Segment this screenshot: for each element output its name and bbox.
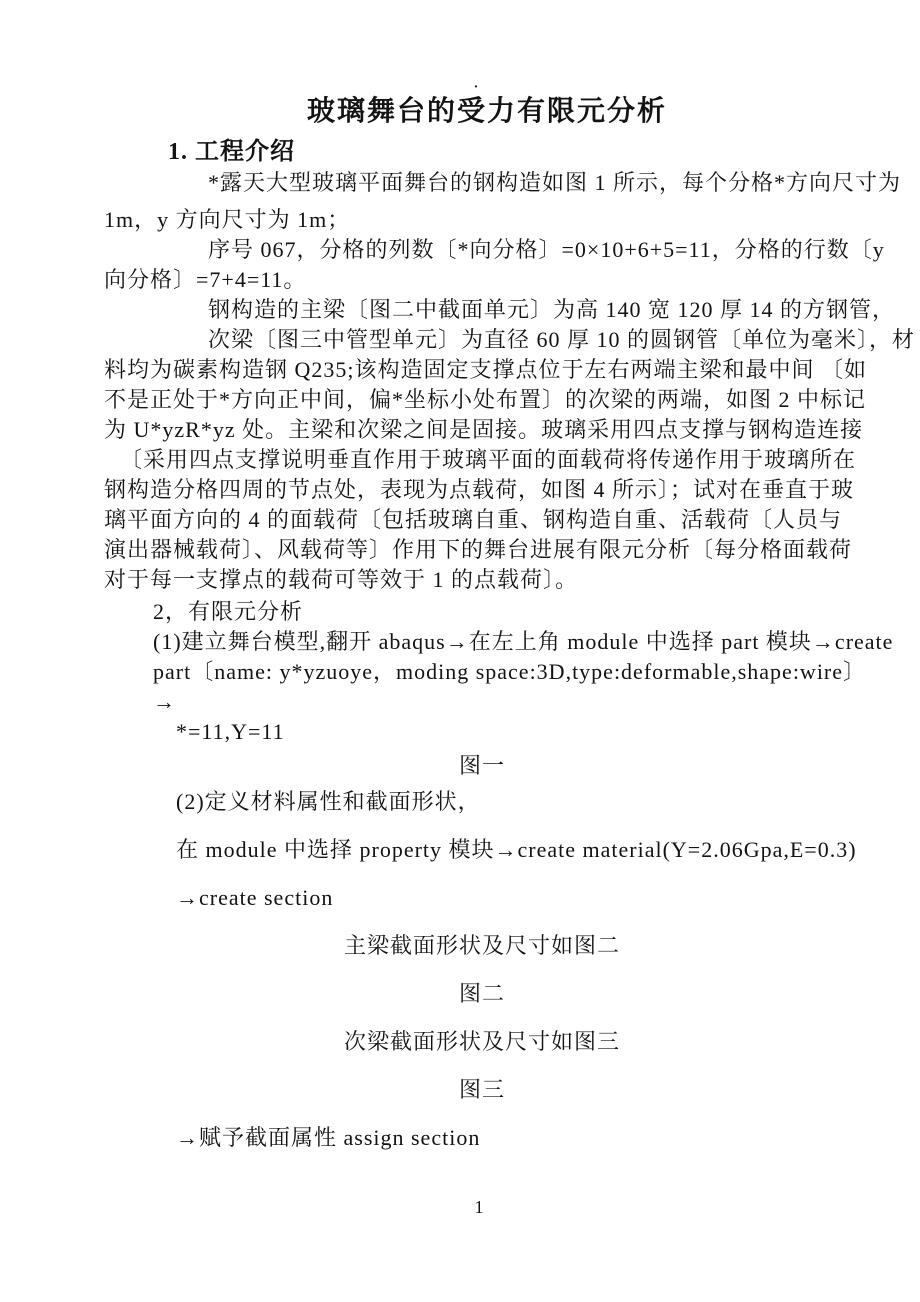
figure-3-intro: 次梁截面形状及尺寸如图三	[343, 1029, 620, 1054]
section-1-heading: 1. 工程介绍	[168, 139, 295, 165]
text-line: 1m，y 方向尺寸为 1m；	[104, 207, 351, 232]
text-line: →赋予截面属性 assign section	[176, 1125, 481, 1150]
text-line: 钢构造的主梁〔图二中截面单元〕为高 140 宽 120 厚 14 的方钢管，	[208, 297, 896, 322]
arrow-line: →	[153, 689, 176, 714]
text-line: 钢构造分格四周的节点处，表现为点载荷，如图 4 所示〕；试对在垂直于玻	[104, 477, 855, 502]
text-line: part〔name: y*yzuoye，moding space:3D,type:deformable,shape:wire〕	[153, 659, 867, 684]
text-line: 序号 067，分格的列数〔*向分格〕=0×10+6+5=11，分格的行数〔y	[208, 237, 885, 262]
step-2-line: (2)定义材料属性和截面形状，	[176, 789, 481, 814]
text-line: 次梁〔图三中管型单元〕为直径 60 厚 10 的圆钢管〔单位为毫米〕，材	[208, 327, 916, 352]
figure-3-caption: 图三	[458, 1077, 505, 1102]
text-line: →create section	[176, 885, 334, 910]
step-1-line: (1)建立舞台模型,翻开 abaqus→在左上角 module 中选择 part 模块→create	[153, 629, 894, 654]
page-number: 1	[474, 1197, 484, 1217]
figure-1-caption: 图一	[458, 753, 505, 778]
text-line: 璃平面方向的 4 的面载荷〔包括玻璃自重、钢构造自重、活载荷〔人员与	[104, 507, 843, 532]
doc-title: 玻璃舞台的受力有限元分析	[306, 96, 667, 127]
text-line: 在 module 中选择 property 模块→create material(Y=2.06Gpa,E=0.3)	[176, 837, 857, 862]
text-line: 演出器械载荷〕、风载荷等〕作用下的舞台进展有限元分析〔每分格面载荷	[104, 537, 853, 562]
figure-2-intro: 主梁截面形状及尺寸如图二	[343, 933, 620, 958]
text-line: 不是正处于*方向正中间，偏*坐标小处布置〕的次梁的两端，如图 2 中标记	[104, 387, 867, 412]
text-line: 为 U*yzR*yz 处。主梁和次梁之间是固接。玻璃采用四点支撑与钢构造连接	[104, 417, 864, 442]
text-line: 料均为碳素构造钢 Q235;该构造固定支撑点位于左右两端主梁和最中间 〔如	[104, 357, 868, 382]
text-line: 向分格〕=7+4=11。	[104, 267, 307, 292]
figure-2-caption: 图二	[458, 981, 505, 1006]
text-line: 〔采用四点支撑说明垂直作用于玻璃平面的面载荷将传递作用于玻璃所在	[120, 447, 857, 472]
top-center-mark: ·	[473, 80, 479, 95]
text-line: 对于每一支撑点的载荷可等效于 1 的点载荷〕。	[104, 567, 579, 592]
text-line: *=11,Y=11	[176, 719, 285, 744]
section-2-heading: 2，有限元分析	[153, 599, 304, 624]
text-line: *露天大型玻璃平面舞台的钢构造如图 1 所示，每个分格*方向尺寸为	[208, 170, 902, 195]
